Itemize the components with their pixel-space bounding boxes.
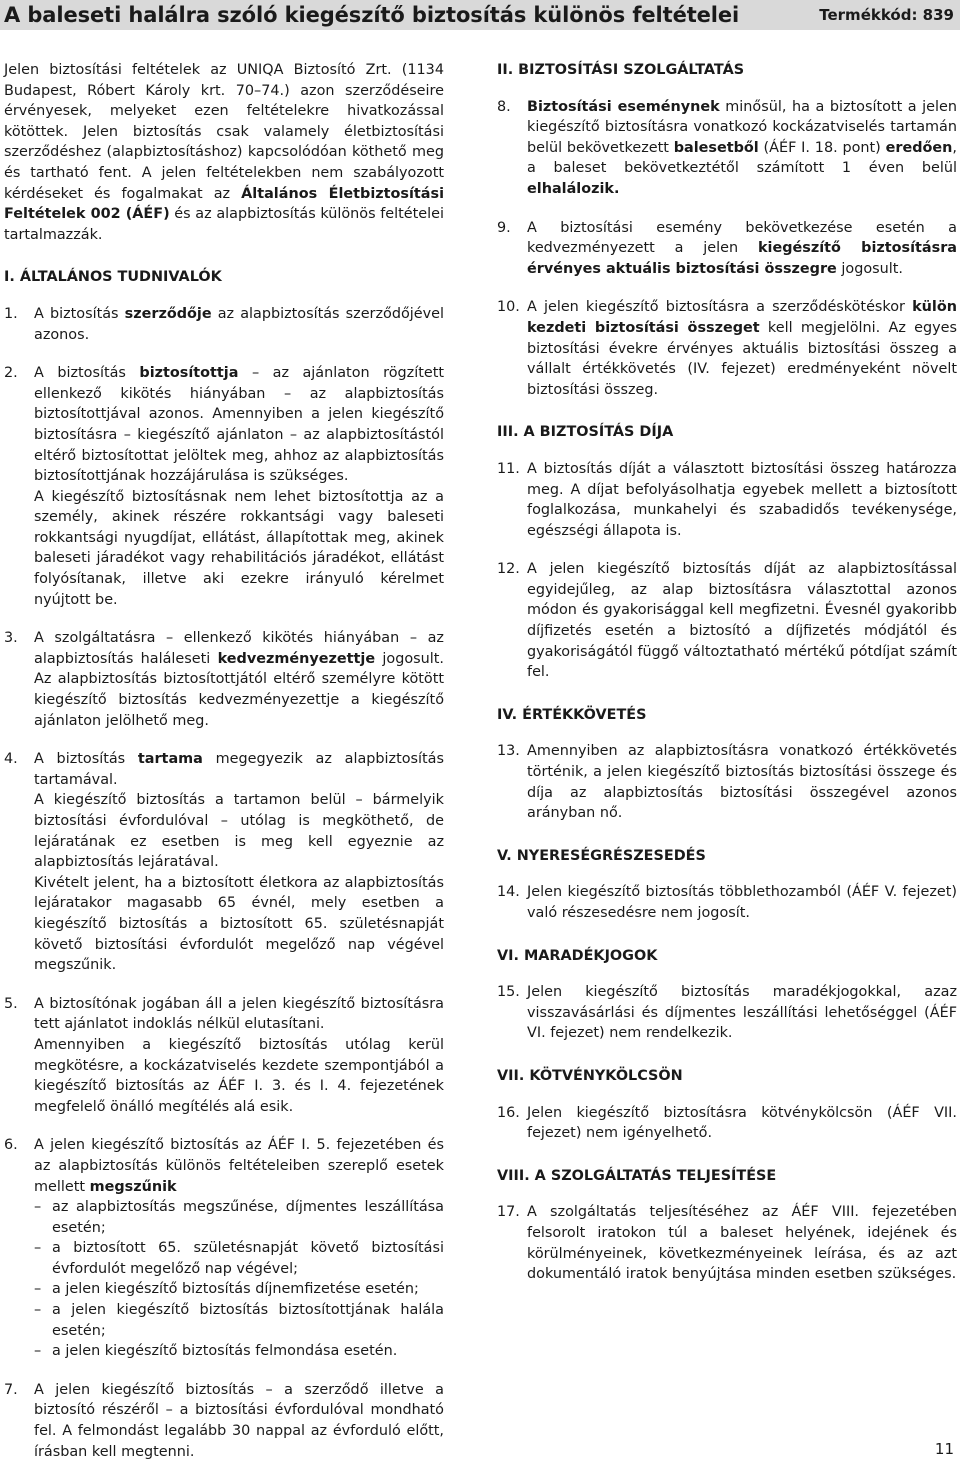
clause-17: 17. A szolgáltatás teljesítéséhez az ÁÉF VIII. fejezetében felsorolt iratokon túl a baleset helyének, idejének és körülményeinek, következményeinek leírása, és az azt dokumentáló iratok benyújtása minden esetben szükséges. [497,1204,957,1283]
product-code: Termékkód: 839 [819,6,954,24]
list-item: – a jelen kiegészítő biztosítás díjnemfizetése esetén; [34,1281,419,1298]
section-heading-8: VIII. A SZOLGÁLTATÁS TELJESÍTÉSE [497,1167,777,1184]
clause-1: 1. A biztosítás szerződője az alapbiztosítás szerződőjével azonos. [4,305,444,343]
clause-12: 12. A jelen kiegészítő biztosítás díját az alapbiztosítással egyidejűleg, az alap biztosításra választottal azonos módon és gyakorisággal kell megfizetni. Évesnél gyakoribb díjfizetés esetén a biztosító a díjfizetés módjától és gyakoriságától függő változtatható mértékű pótdíjat számít fel. [497,561,957,681]
clause-15: 15. Jelen kiegészítő biztosítás maradékjogokkal, azaz visszavásárlási és díjmentes leszállítási lehetőséggel (ÁÉF VI. fejezet) nem rendelkezik. [497,984,957,1042]
intro-paragraph: Jelen biztosítási feltételek az UNIQA Biztosító Zrt. (1134 Budapest, Róbert Károly krt. 70–74.) azon szerződéseire érvényesek, melyeket ezen feltételekre hivatkozással kötöttek. Jelen biztosítás csak valamely életbiztosítási szerződéshez (alapbiztosításhoz) kapcsolódóan köthető meg és tartható fent. A jelen feltételekben nem szabályozott kérdéseket és fogalmakat az Általános Életbiztosítási Feltételek 002 (ÁÉF) és az alapbiztosítás különös feltételei tartalmazzák. [4,62,444,243]
section-heading-5: V. NYERESÉGRÉSZESEDÉS [497,847,706,864]
document-title: A baleseti halálra szóló kiegészítő biztosítás különös feltételei [4,3,740,27]
clause-5: 5. A biztosítónak jogában áll a jelen kiegészítő biztosításra tett ajánlatot indoklás nélkül elutasítani. Amennyiben a kiegészítő biztosítás utólag kerül megkötésre, a kockázatviselés kezdete szempontjából a kiegészítő biztosítás az ÁÉF I. 3. és I. 4. fejezetének megfelelő önálló megítélés alá esik. [4,995,444,1115]
clause-4: 4. A biztosítás tartama megegyezik az alapbiztosítás tartamával. A kiegészítő biztosítás a tartamon belül – bármelyik biztosítási évfordulóval – utólag is megköthető, de lejáratának ez esetben is meg kell egyeznie az alapbiztosítás lejáratával. Kivételt jelent, ha a biztosított életkora az alapbiztosítás lejáratakor magasabb 65 évnél, mely esetben a kiegészítő biztosítás a biztosított 65. születésnapját követő biztosítási évfordulót megelőző nap végével megszűnik. [4,751,444,974]
clause-10: 10. A jelen kiegészítő biztosításra a szerződéskötéskor külön kezdeti biztosítási összeget kell megjelölni. Az egyes biztosítási évekre érvényes aktuális biztosítási összeg a vállalt értékkövetés (IV. fejezet) eredményeként növelt biztosítási összeg. [497,299,957,398]
list-item: – a biztosított 65. születésnapját követő biztosítási évfordulót megelőző nap végével; [34,1240,444,1277]
clause-8: 8. Biztosítási eseménynek minősül, ha a biztosított a jelen kiegészítő biztosításra vonatkozó kockázatviselés tartamán belül bekövetkezett balesetből (ÁÉF I. 18. pont) eredően, a baleset bekövetkeztétől számított 1 éven belül elhalálozik. [497,98,958,197]
section-heading-7: VII. KÖTVÉNYKÖLCSÖN [497,1067,683,1084]
left-column [4,60,444,1480]
list-item: – a jelen kiegészítő biztosítás felmondása esetén. [34,1343,398,1360]
section-heading-4: IV. ÉRTÉKKÖVETÉS [497,706,647,723]
section-heading-2: II. BIZTOSÍTÁSI SZOLGÁLTATÁS [497,62,745,78]
clause-2: 2. A biztosítás biztosítottja – az ajánlaton rögzített ellenkező kikötés hiányában – az alapbiztosítás biztosítottjával azonos. Amennyiben a jelen kiegészítő biztosításra – kiegészítő ajánlaton – az alapbiztosítástól eltérő biztosítottat jelöltek meg, ahhoz az alapbiztosítás biztosítottjának hozzájárulása is szükséges. A kiegészítő biztosításnak nem lehet biztosítottja az a személy, akinek részére rokkantsági vagy baleseti rokkantsági nyugdíjat, ellátást, állapítottak meg, akinek baleseti járadékot vagy rehabilitációs járadékot, ellátást folyósítanak, illetve aki ezekre irányuló kérelmet nyújtott be. [4,365,444,608]
page-header [0,0,960,30]
list-item: – a jelen kiegészítő biztosítás biztosítottjának halála esetén; [34,1302,444,1339]
clause-9: 9. A biztosítási esemény bekövetkezése esetén a kedvezményezett a jelen kiegészítő biztosításra érvényes aktuális biztosítási összegre jogosult. [497,219,958,277]
section-heading-3: III. A BIZTOSÍTÁS DÍJA [497,424,674,441]
list-item: – az alapbiztosítás megszűnése, díjmentes leszállítása esetén; [34,1199,444,1236]
clause-3: 3. A szolgáltatásra – ellenkező kikötés hiányában – az alapbiztosítás haláleseti kedvezményezettje jogosult. Az alapbiztosítás biztosítottjától eltérő személyre kötött kiegészítő biztosítás kedvezményezettje a kiegészítő ajánlaton jelölhető meg. [4,630,445,729]
clause-6: 6. A jelen kiegészítő biztosítás az ÁÉF I. 5. fejezetében és az alapbiztosítás különös feltételeiben szereplő esetek mellett megszűnik – az alapbiztosítás megszűnése, díjmentes leszállítása esetén; – a biztosított 65. születésnapját követő biztosítási évfordulót megelőző nap végével; – a jelen kiegészítő biztosítás díjnemfizetése esetén; – a jelen kiegészítő biztosítás biztosítottjának halála esetén; – a jelen kiegészítő biztosítás felmondása esetén. [4,1135,444,1362]
clause-7: 7. A jelen kiegészítő biztosítás – a szerződő illetve a biztosító részéről – a biztosítási évfordulóval mondható fel. A felmondást legalább 30 nappal az évforduló előtt, írásban kell megtenni. [4,1381,444,1460]
clause-13: 13. Amennyiben az alapbiztosításra vonatkozó értékkövetés történik, a jelen kiegészítő biztosítás biztosítási összege és díja az alapbiztosítás biztosítási összegével azonos arányban nő. [497,743,957,822]
clause-11: 11. A biztosítás díját a választott biztosítási összeg határozza meg. A díjat befolyásolhatja egyebek mellett a biztosított foglalkozása, munkahelyi és szabadidős tevékenysége, egészségi állapota is. [497,460,957,539]
right-column [497,60,957,1303]
clause-16: 16. Jelen kiegészítő biztosításra kötvénykölcsön (ÁÉF VII. fejezet) nem igényelhető. [497,1104,957,1142]
section-heading-6: VI. MARADÉKJOGOK [497,947,658,964]
clause-14: 14. Jelen kiegészítő biztosítás többlethozamból (ÁÉF V. fejezet) való részesedésre nem jogosít. [497,884,957,921]
section-heading-1: I. ÁLTALÁNOS TUDNIVALÓK [4,269,222,286]
page-number: 11 [934,1440,954,1458]
